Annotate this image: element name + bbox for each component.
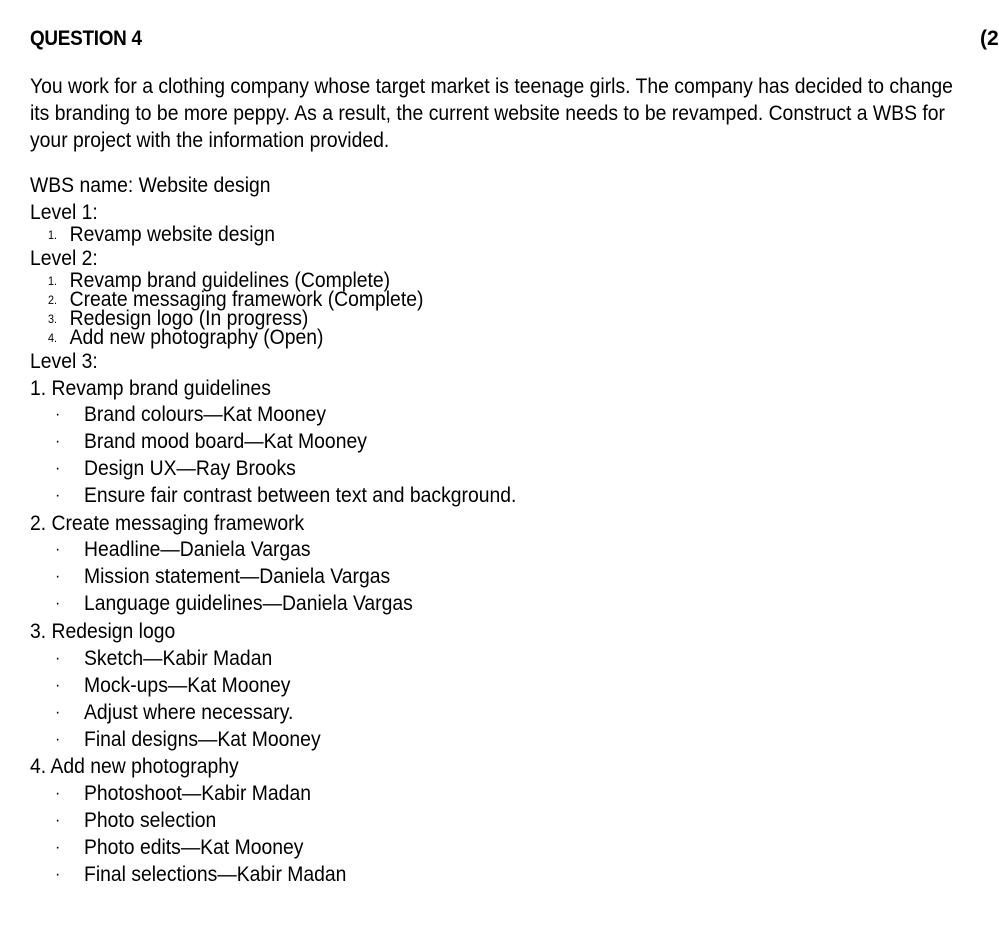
question-intro xyxy=(30,73,953,154)
level3-group-heading: 3. Redesign logo xyxy=(30,619,176,643)
level2-item xyxy=(48,325,323,350)
intro-line: You work for a clothing company whose target market is teenage girls. The company has decided to change xyxy=(30,74,953,98)
level2-item-text: Revamp brand guidelines (Complete) xyxy=(69,268,391,292)
bullet-glyph: · xyxy=(55,704,61,721)
level1-item-text: Revamp website design xyxy=(69,222,276,246)
task-text: Final selections—Kabir Madan xyxy=(84,862,347,886)
task-text: Brand mood board—Kat Mooney xyxy=(84,429,367,453)
task-text: Mock-ups—Kat Mooney xyxy=(84,673,291,697)
level2-item-number: 2. xyxy=(48,293,58,308)
level1-item xyxy=(48,222,275,247)
bullet-glyph: · xyxy=(55,595,61,612)
task-text: Headline—Daniela Vargas xyxy=(84,537,311,561)
question-title: QUESTION 4 xyxy=(30,27,142,50)
intro-line: its branding to be more peppy. As a result, the current website needs to be revamped. Construct a WBS for xyxy=(30,101,945,125)
bullet-glyph: · xyxy=(55,650,61,667)
task-text: Language guidelines—Daniela Vargas xyxy=(84,591,413,615)
task-text: Brand colours—Kat Mooney xyxy=(84,402,327,426)
task-text: Ensure fair contrast between text and background. xyxy=(84,483,517,507)
level3-group-heading: 2. Create messaging framework xyxy=(30,511,305,535)
document-page xyxy=(30,0,999,930)
level2-label: Level 2: xyxy=(30,246,98,270)
level2-item-text: Create messaging framework (Complete) xyxy=(69,287,424,311)
bullet-glyph: · xyxy=(55,812,61,829)
bullet-glyph: · xyxy=(55,433,61,450)
level1-item-number: 1. xyxy=(48,228,58,243)
bullet-glyph: · xyxy=(55,460,61,477)
level2-item-number: 4. xyxy=(48,331,58,346)
bullet-glyph: · xyxy=(55,731,61,748)
task-text: Sketch—Kabir Madan xyxy=(84,646,273,670)
task-text: Adjust where necessary. xyxy=(84,700,294,724)
level1-label: Level 1: xyxy=(30,200,98,224)
level3-group-heading: 4. Add new photography xyxy=(30,754,239,778)
task-text: Photoshoot—Kabir Madan xyxy=(84,781,311,805)
bullet-glyph: · xyxy=(55,839,61,856)
task-text: Design UX—Ray Brooks xyxy=(84,456,296,480)
question-marks: (2 xyxy=(980,27,999,50)
bullet-glyph: · xyxy=(55,568,61,585)
intro-line: your project with the information provided. xyxy=(30,128,390,152)
level2-item-number: 3. xyxy=(48,312,58,327)
level3-group-heading: 1. Revamp brand guidelines xyxy=(30,376,271,400)
level2-item-number: 1. xyxy=(48,274,58,289)
bullet-glyph: · xyxy=(55,677,61,694)
level2-item-text: Redesign logo (In progress) xyxy=(69,306,309,330)
wbs-name: WBS name: Website design xyxy=(30,173,271,197)
bullet-glyph: · xyxy=(55,487,61,504)
bullet-glyph: · xyxy=(55,866,61,883)
bullet-glyph: · xyxy=(55,406,61,423)
task-text: Photo selection xyxy=(84,808,217,832)
task-text: Mission statement—Daniela Vargas xyxy=(84,564,391,588)
level2-item-text: Add new photography (Open) xyxy=(69,325,324,349)
task-text: Photo edits—Kat Mooney xyxy=(84,835,304,859)
bullet-glyph: · xyxy=(55,541,61,558)
level3-label: Level 3: xyxy=(30,349,98,373)
bullet-glyph: · xyxy=(55,785,61,802)
task-text: Final designs—Kat Mooney xyxy=(84,727,321,751)
